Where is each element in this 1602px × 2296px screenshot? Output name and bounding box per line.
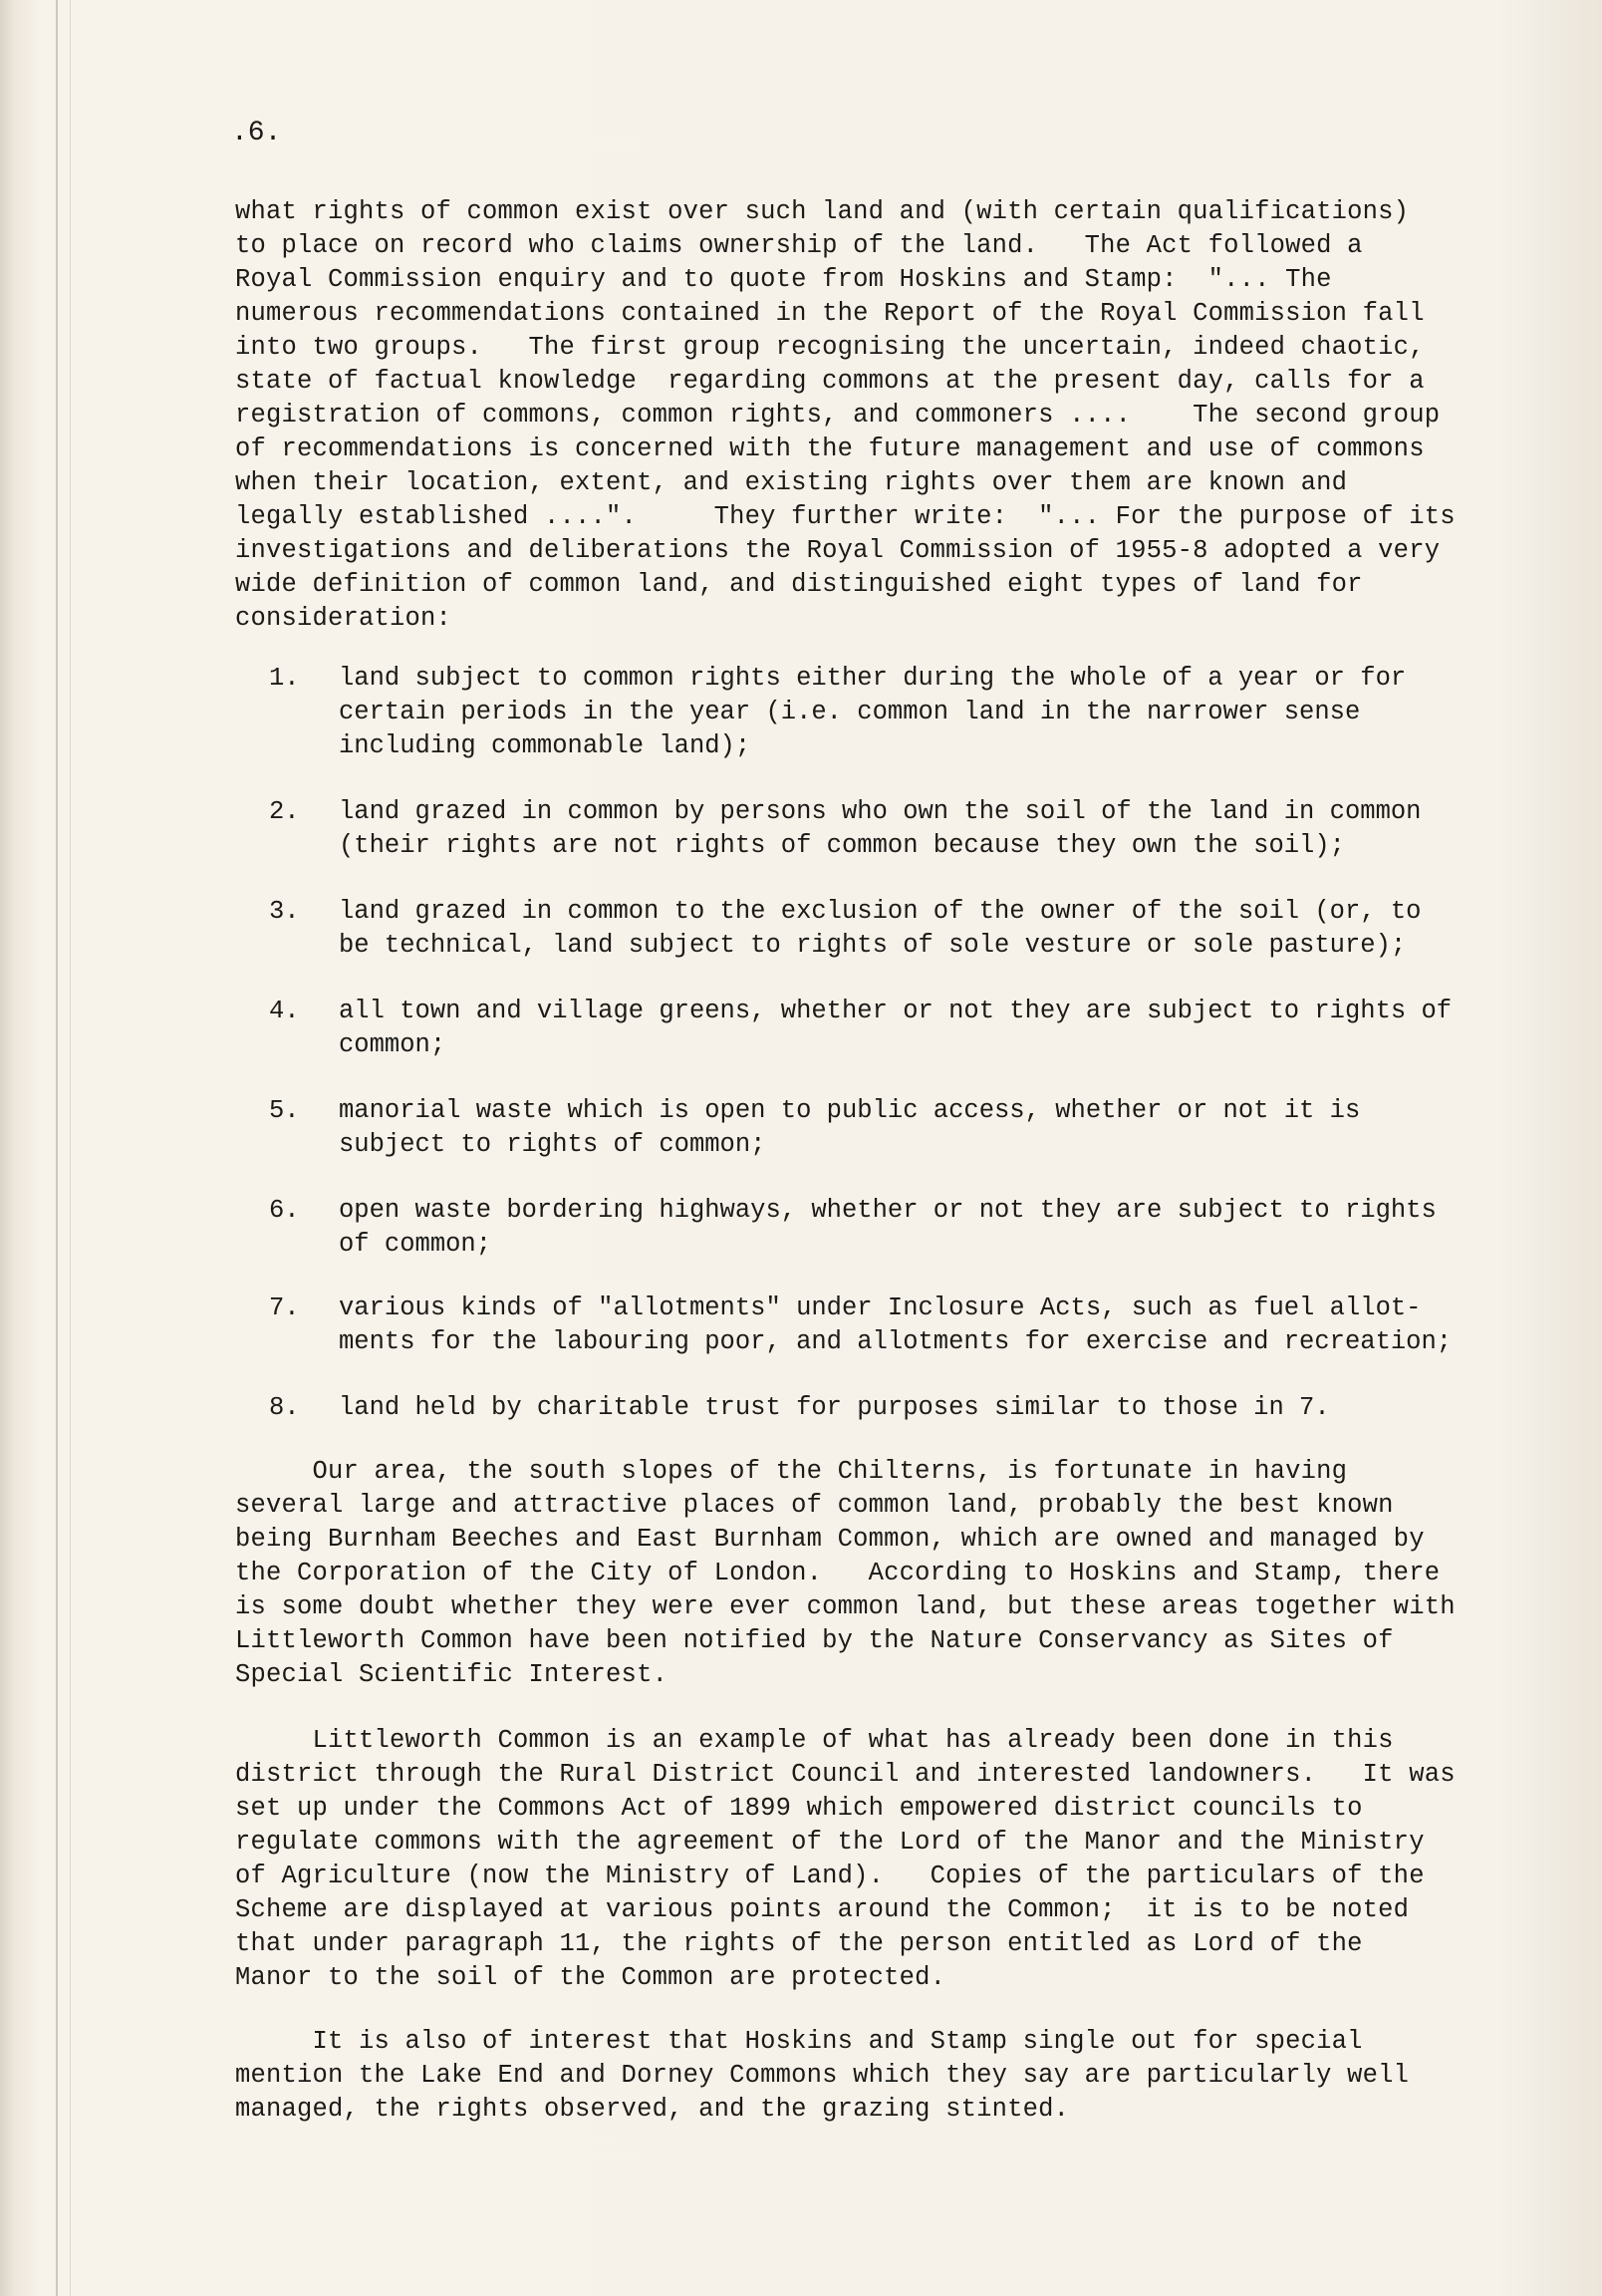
list-item-number: 3.	[269, 897, 300, 926]
list-item-number: 1.	[269, 664, 300, 693]
list-item-text: various kinds of "allotments" under Inclosure Acts, such as fuel allot- ments for the labouring poor, and allotments for exercise and recreation;	[339, 1293, 1453, 1356]
list-item-number: 7.	[269, 1293, 300, 1322]
list-item-text: manorial waste which is open to public access, whether or not it is subject to rights of common;	[339, 1096, 1361, 1159]
list-item-text: land subject to common rights either during the whole of a year or for certain periods in the year (i.e. common land in the narrower sense including commonable land);	[339, 664, 1407, 760]
list-item-text: land grazed in common by persons who own the soil of the land in common (their rights are not rights of common because they own the soil);	[339, 797, 1422, 860]
list-item-number: 2.	[269, 797, 300, 826]
paragraph-littleworth: Littleworth Common is an example of what has already been done in this district through the Rural District Council and interested landowners. It was set up under the Commons Act of 1899 which empowered district councils to regulate commons with the agreement of the Lord of the Manor and the Ministry of Agriculture (now the Ministry of Land). Copies of the particulars of the Scheme are displayed at various points around the Common; it is to be noted that under paragraph 11, the rights of the person entitled as Lord of the Manor to the soil of the Common are protected.	[235, 1726, 1456, 1992]
list-item-text: land grazed in common to the exclusion of the owner of the soil (or, to be technical, land subject to rights of sole vesture or sole pasture);	[339, 897, 1422, 960]
list-item-number: 5.	[269, 1096, 300, 1125]
paragraph-lake-end: It is also of interest that Hoskins and Stamp single out for special mention the Lake End and Dorney Commons which they say are particularly well managed, the rights observed, and the grazing stinted.	[235, 2027, 1410, 2124]
list-item-text: open waste bordering highways, whether or not they are subject to rights of common;	[339, 1196, 1437, 1259]
list-item-text: land held by charitable trust for purposes similar to those in 7.	[339, 1393, 1330, 1422]
paragraph-our-area: Our area, the south slopes of the Chilterns, is fortunate in having several large and attractive places of common land, probably the best known being Burnham Beeches and East Burnham Common, which are owned and managed by the Corporation of the City of London. According to Hoskins and Stamp, there is some doubt whether they were ever common land, but these areas together with Littleworth Common have been notified by the Nature Conservancy as Sites of Special Scientific Interest.	[235, 1457, 1456, 1689]
list-item-text: all town and village greens, whether or not they are subject to rights of common;	[339, 997, 1453, 1059]
page-edge-line	[70, 0, 71, 2296]
list-item-number: 8.	[269, 1393, 300, 1422]
page-number: .6.	[231, 118, 282, 148]
list-item-number: 6.	[269, 1196, 300, 1225]
page-edge-shadow	[56, 0, 58, 2296]
intro-paragraph: what rights of common exist over such land and (with certain qualifications) to place on record who claims ownership of the land. The Act followed a Royal Commission enquiry and to quote from Hoskins and Stamp: "... The numerous recommendations contained in the Report of the Royal Commission fall into two groups. The first group recognising the uncertain, indeed chaotic, state of factual knowledge regarding commons at the present day, calls for a registration of commons, common rights, and commoners .... The second group of recommendations is concerned with the future management and use of commons when their location, extent, and existing rights over them are known and legally established ....". They further write: "... For the purpose of its investigations and deliberations the Royal Commission of 1955-8 adopted a very wide definition of common land, and distinguished eight types of land for consideration:	[235, 197, 1456, 633]
list-item-number: 4.	[269, 997, 300, 1025]
